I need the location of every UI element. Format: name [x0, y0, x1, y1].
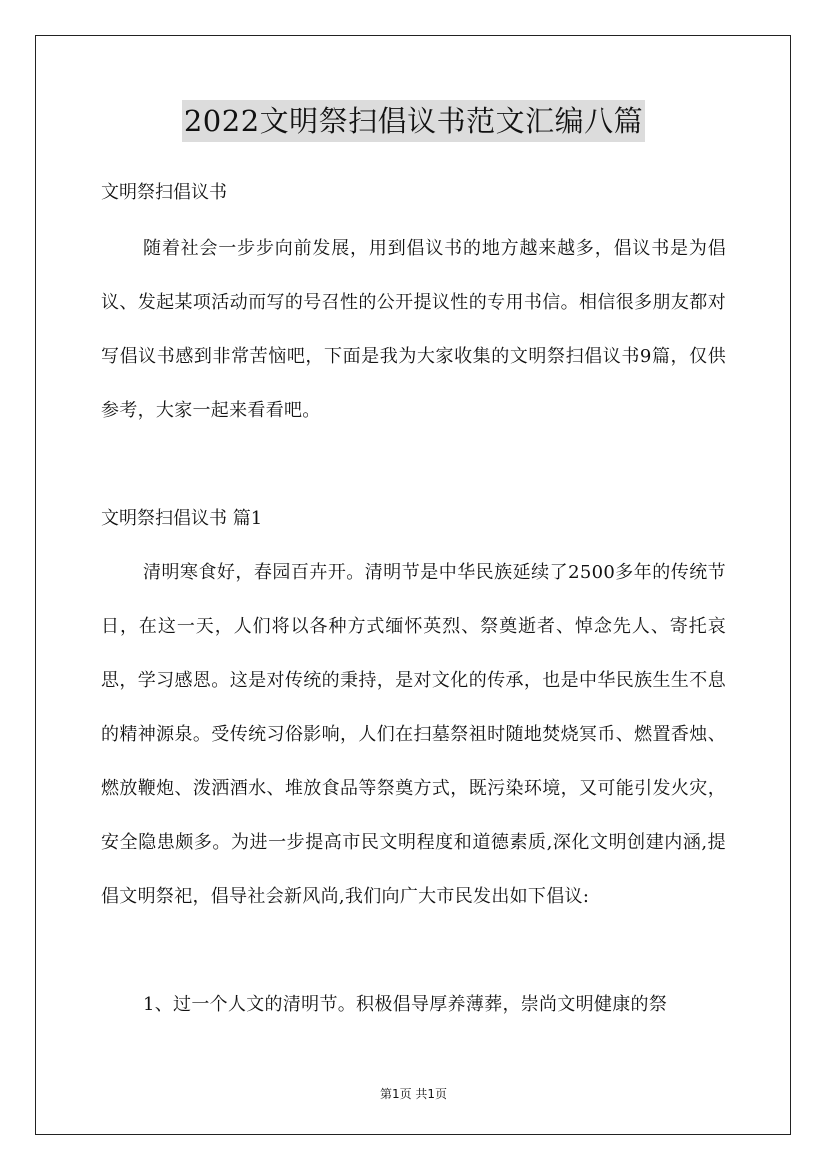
document-title: 2022文明祭扫倡议书范文汇编八篇 [182, 100, 645, 142]
section1-item1-block [101, 978, 726, 1032]
title-wrap [0, 100, 827, 142]
section1-paragraph-block [101, 546, 726, 924]
intro-paragraph-block [101, 222, 726, 438]
section1-heading: 文明祭扫倡议书 篇1 [101, 508, 263, 529]
intro-heading: 文明祭扫倡议书 [101, 182, 227, 203]
section1-item1: 1、过一个人文的清明节。积极倡导厚养薄葬，崇尚文明健康的祭 [143, 994, 668, 1015]
intro-paragraph: 随着社会一步步向前发展，用到倡议书的地方越来越多，倡议书是为倡议、发起某项活动而写的号召性的公开提议性的专用书信。相信很多朋友都对写倡议书感到非常苦恼吧，下面是我为大家收集的文明祭扫倡议书9篇，仅供参考，大家一起来看看吧。 [101, 238, 726, 421]
section1-paragraph: 清明寒食好，春园百卉开。清明节是中华民族延续了2500多年的传统节日，在这一天，人们将以各种方式缅怀英烈、祭奠逝者、悼念先人、寄托哀思，学习感恩。这是对传统的秉持，是对文化的传承，也是中华民族生生不息的精神源泉。受传统习俗影响，人们在扫墓祭祖时随地焚烧冥币、燃置香烛、燃放鞭炮、泼洒酒水、堆放食品等祭奠方式，既污染环境，又可能引发火灾，安全隐患颇多。为进一步提高市民文明程度和道德素质,深化文明创建内涵,提倡文明祭祀，倡导社会新风尚,我们向广大市民发出如下倡议: [101, 562, 726, 907]
page-footer: 第1页 共1页 [379, 1087, 448, 1101]
